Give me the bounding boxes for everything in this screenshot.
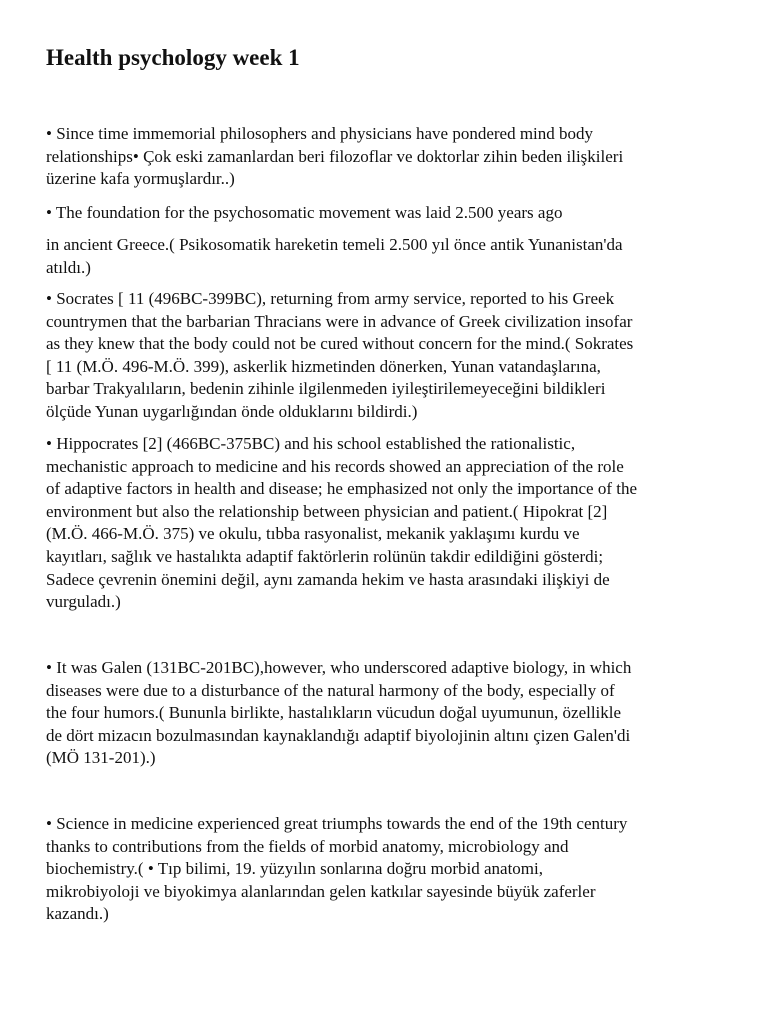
paragraph-line: barbar Trakyalıların, bedenin zihinle ilgilenmeden iyileştirilemeyeceğini bildikleri xyxy=(46,379,606,399)
paragraph-line: thanks to contributions from the fields of morbid anatomy, microbiology and xyxy=(46,836,569,856)
paragraph-line: diseases were due to a disturbance of the natural harmony of the body, especially of xyxy=(46,680,615,700)
paragraph-line: • Since time immemorial philosophers and physicians have pondered mind body xyxy=(46,124,594,143)
paragraph-line: kayıtları, sağlık ve hastalıkta adaptif faktörlerin rolünün takdir edildiğini gösterdi; xyxy=(46,546,604,566)
paragraph-psychosomatic-foundation xyxy=(46,202,728,225)
paragraph-line: mikrobiyoloji ve biyokimya alanlarından gelen katkılar sayesinde büyük zaferler xyxy=(46,881,596,901)
page-title: Health psychology week 1 xyxy=(46,45,300,70)
paragraph-line: (M.Ö. 466-M.Ö. 375) ve okulu, tıbba rasyonalist, mekanik yaklaşımı kurdu ve xyxy=(46,524,580,544)
paragraph-science-medicine xyxy=(46,813,728,926)
paragraph-line: de dört mizacın bozulmasından kaynaklandığı adaptif biyolojinin altını çizen Galen'di xyxy=(46,725,631,745)
paragraph-line: the four humors.( Bununla birlikte, hastalıkların vücudun doğal uyumunun, özellikle xyxy=(46,703,622,723)
paragraph-line: • Hippocrates [2] (466BC-375BC) and his school established the rationalistic, xyxy=(46,434,576,453)
paragraph-line: • It was Galen (131BC-201BC),however, who underscored adaptive biology, in which xyxy=(46,658,632,677)
paragraph-line: atıldı.) xyxy=(46,257,91,277)
paragraph-ancient-greece xyxy=(46,234,728,279)
paragraph-line: [ 11 (M.Ö. 496-M.Ö. 399), askerlik hizmetinden dönerken, Yunan vatandaşlarına, xyxy=(46,356,601,376)
paragraph-line: • Science in medicine experienced great triumphs towards the end of the 19th century xyxy=(46,814,628,833)
paragraph-line: vurguladı.) xyxy=(46,592,121,612)
paragraph-galen xyxy=(46,657,728,770)
paragraph-line: environment but also the relationship between physician and patient.( Hipokrat [2] xyxy=(46,501,608,521)
paragraph-line: biochemistry.( • Tıp bilimi, 19. yüzyılın sonlarına doğru morbid anatomi, xyxy=(46,859,543,879)
paragraph-line: kazandı.) xyxy=(46,904,109,924)
paragraph-line: üzerine kafa yormuşlardır..) xyxy=(46,169,235,189)
paragraph-mind-body xyxy=(46,123,728,191)
paragraph-line: in ancient Greece.( Psikosomatik hareketin temeli 2.500 yıl önce antik Yunanistan'da xyxy=(46,235,623,254)
paragraph-line: as they knew that the body could not be cured without concern for the mind.( Sokrates xyxy=(46,334,634,354)
paragraph-line: (MÖ 131-201).) xyxy=(46,748,156,768)
paragraph-socrates xyxy=(46,288,728,424)
paragraph-hippocrates xyxy=(46,433,728,614)
paragraph-line: of adaptive factors in health and disease; he emphasized not only the importance of the xyxy=(46,479,638,499)
paragraph-line: ölçüde Yunan uygarlığından önde olduklarını bildirdi.) xyxy=(46,401,418,421)
paragraph-line: countrymen that the barbarian Thracians were in advance of Greek civilization insofar xyxy=(46,311,633,331)
paragraph-line: mechanistic approach to medicine and his records showed an appreciation of the role xyxy=(46,456,624,476)
paragraph-line: • Socrates [ 11 (496BC-399BC), returning from army service, reported to his Greek xyxy=(46,289,615,308)
paragraph-line: • The foundation for the psychosomatic movement was laid 2.500 years ago xyxy=(46,203,563,222)
paragraph-line: Sadece çevrenin önemini değil, aynı zamanda hekim ve hasta arasındaki ilişkiyi de xyxy=(46,569,610,589)
paragraph-line: relationships• Çok eski zamanlardan beri filozoflar ve doktorlar zihin beden ilişkileri xyxy=(46,146,624,166)
